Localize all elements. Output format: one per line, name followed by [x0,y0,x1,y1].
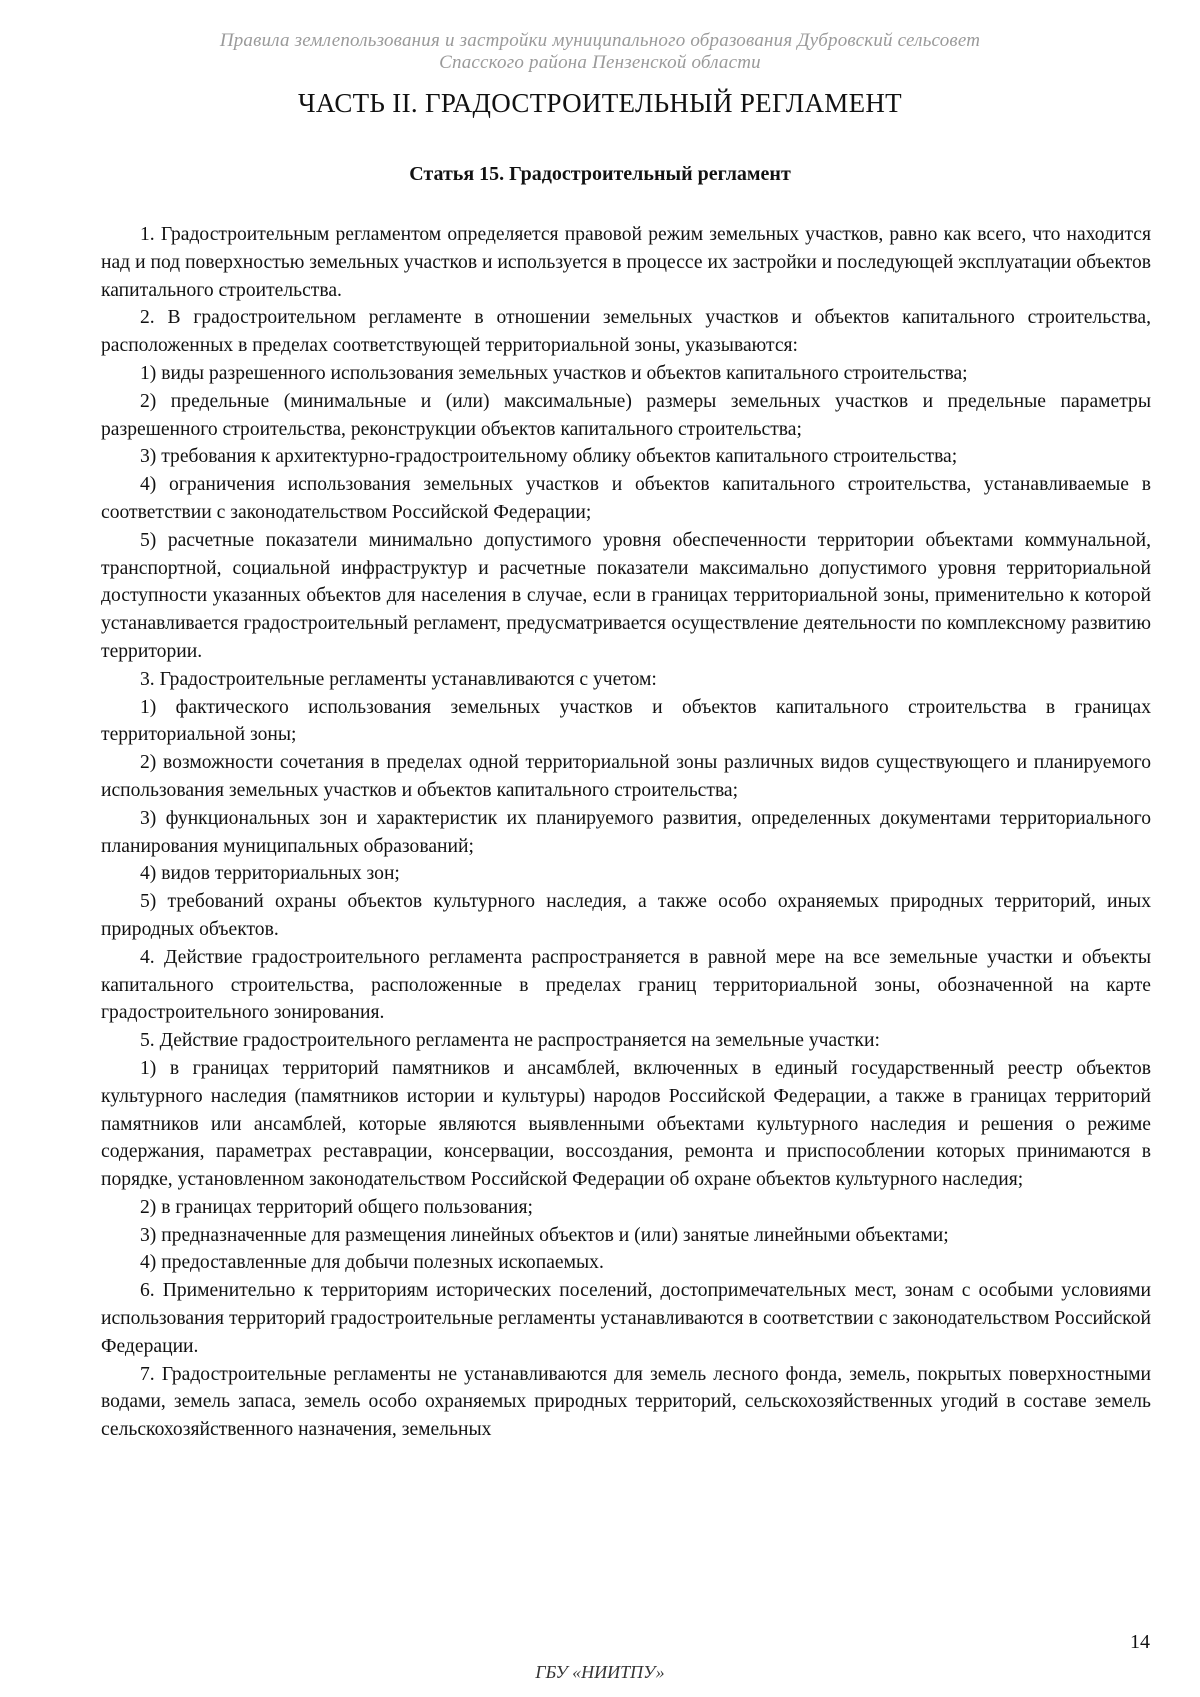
paragraph: 1) в границах территорий памятников и ансамблей, включенных в единый государственный реестр объектов культурного наследия (памятников истории и культуры) народов Российской Федерации, а также в границах территорий памятников или ансамблей, которые являются выявленными объектами культурного наследия и решения о режиме содержания, параметрах реставрации, консервации, воссоздания, ремонта и приспособлении которых принимаются в порядке, установленном законодательством Российской Федерации об охране объектов культурного наследия; [101,1057,1151,1191]
paragraph: 2) предельные (минимальные и (или) максимальные) размеры земельных участков и предельные параметры разрешенного строительства, реконструкции объектов капитального строительства; [101,390,1151,440]
footer-organization: ГБУ «НИИТПУ» [535,1662,665,1682]
paragraph: 3) предназначенные для размещения линейных объектов и (или) занятые линейными объектами; [140,1224,949,1246]
article-body [101,221,1151,1444]
page-number: 14 [1130,1631,1150,1653]
paragraph: 4) ограничения использования земельных участков и объектов капитального строительства, устанавливаемые в соответствии с законодательством Российской Федерации; [101,474,1151,523]
paragraph: 2) в границах территорий общего пользования; [140,1196,533,1218]
paragraph: 3) функциональных зон и характеристик их планируемого развития, определенных документами территориального планирования муниципальных образований; [101,807,1151,857]
paragraph: 4. Действие градостроительного регламента распространяется в равной мере на все земельные участки и объекты капитального строительства, расположенные в пределах границ территориальной зоны, обозначенной на карте градостроительного зонирования. [101,946,1151,1024]
running-header-line-2: Спасского района Пензенской области [439,52,761,73]
running-header [0,30,1200,74]
paragraph: 4) предоставленные для добычи полезных ископаемых. [140,1252,604,1274]
paragraph: 5) расчетные показатели минимально допустимого уровня обеспеченности территории объектами коммунальной, транспортной, социальной инфраструктур и расчетные показатели максимально допустимого уровня территориальной доступности указанных объектов для населения в случае, если в границах территориальной зоны, применительно к которой устанавливается градостроительный регламент, предусматривается осуществление деятельности по комплексному развитию территории. [101,529,1151,662]
part-title: ЧАСТЬ II. ГРАДОСТРОИТЕЛЬНЫЙ РЕГЛАМЕНТ [298,88,902,118]
paragraph: 4) видов территориальных зон; [140,863,400,885]
article-title: Статья 15. Градостроительный регламент [409,163,791,185]
paragraph: 5. Действие градостроительного регламента не распространяется на земельные участки: [140,1030,880,1052]
paragraph: 2. В градостроительном регламенте в отношении земельных участков и объектов капитального строительства, расположенных в пределах соответствующей территориальной зоны, указываются: [101,307,1151,357]
paragraph: 3. Градостроительные регламенты устанавливаются с учетом: [140,668,657,690]
running-header-line-1: Правила землепользования и застройки муниципального образования Дубровский сельсовет [219,30,981,51]
paragraph: 6. Применительно к территориям исторических поселений, достопримечательных мест, зонам с особыми условиями использования территорий градостроительные регламенты устанавливаются в соответствии с законодательством Российской Федерации. [101,1280,1151,1357]
paragraph: 5) требований охраны объектов культурного наследия, а также особо охраняемых природных территорий, иных природных объектов. [101,891,1151,940]
paragraph: 1) виды разрешенного использования земельных участков и объектов капитального строительства; [140,362,968,384]
paragraph: 1) фактического использования земельных участков и объектов капитального строительства в границах территориальной зоны; [101,696,1151,746]
paragraph: 2) возможности сочетания в пределах одной территориальной зоны различных видов существующего и планируемого использования земельных участков и объектов капитального строительства; [101,752,1151,801]
paragraph: 1. Градостроительным регламентом определяется правовой режим земельных участков, равно как всего, что находится над и под поверхностью земельных участков и используется в процессе их застройки и последующей эксплуатации объектов капитального строительства. [101,224,1151,301]
paragraph: 7. Градостроительные регламенты не устанавливаются для земель лесного фонда, земель, покрытых поверхностными водами, земель запаса, земель особо охраняемых природных территорий, сельскохозяйственных угодий в составе земель сельскохозяйственного назначения, земельных [101,1363,1151,1441]
paragraph: 3) требования к архитектурно-градостроительному облику объектов капитального строительства; [140,446,958,468]
